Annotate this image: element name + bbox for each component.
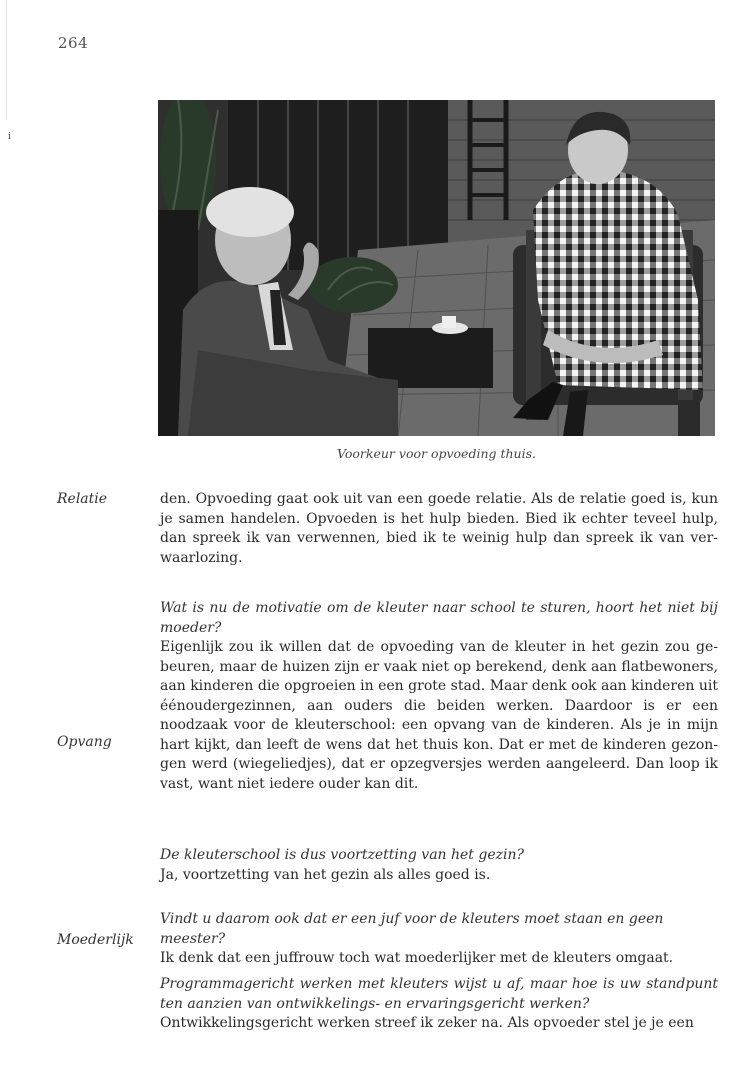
page-number: 264 xyxy=(58,34,89,52)
question-text: Wat is nu de motivatie om de kleuter naar school te sturen, hoort het niet bij moeder? xyxy=(160,600,718,636)
question-text: De kleuterschool is dus voortzetting van het gezin? xyxy=(160,847,525,863)
page-edge-rule xyxy=(6,0,7,120)
margin-note-opvang: Opvang xyxy=(57,734,112,750)
paragraph-relatie xyxy=(160,490,718,568)
photo-illustration xyxy=(158,100,715,436)
answer-text: Ik denk dat een juffrouw toch wat moederlijker met de kleuters omgaat. xyxy=(160,950,674,966)
qa-block-motivatie xyxy=(160,599,718,794)
question-text: Vindt u daarom ook dat er een juf voor de kleuters moet staan en geen meester? xyxy=(160,911,664,947)
answer-text: Ontwikkelingsgericht werken streef ik zeker na. Als opvoeder stel je je een xyxy=(160,1015,694,1031)
answer-text: Eigenlijk zou ik willen dat de opvoeding van de kleuter in het gezin zou ge-beuren, maar de huizen zijn er vaak niet op berekend, denk aan flatbewoners, aan kinderen die opgroeien in een grote stad. Maar denk ook aan kinderen uit éénoudergezinnen, aan ouders die beiden werken. Daardoor is er een noodzaak voor de kleuterschool: een opvang van de kinderen. Als je in mijn hart kijkt, dan leeft de wens dat het thuis kon. Dat er met de kinderen gezon-gen werd (wiegeliedjes), dat er opzegversjes werden aangeleerd. Dan loop ik vast, want niet iedere ouder kan dit. xyxy=(160,639,718,792)
qa-block-voortzetting xyxy=(160,846,718,885)
qa-block-juf xyxy=(160,910,718,969)
qa-block-werken xyxy=(160,975,718,1034)
margin-tick: i xyxy=(8,132,11,142)
margin-note-moederlijk: Moederlijk xyxy=(57,932,134,948)
body-text: den. Opvoeding gaat ook uit van een goede relatie. Als de relatie goed is, kun je samen handelen. Opvoeden is het hulp bieden. Bied ik echter teveel hulp, dan spreek ik van verwennen, bied ik te weinig hulp dan spreek ik van ver-waarlozing. xyxy=(160,491,718,566)
photo-caption: Voorkeur voor opvoeding thuis. xyxy=(337,446,536,461)
margin-note-relatie: Relatie xyxy=(57,491,108,507)
photo xyxy=(158,100,715,436)
answer-text: Ja, voortzetting van het gezin als alles goed is. xyxy=(160,866,491,883)
question-text: Programmagericht werken met kleuters wijst u af, maar hoe is uw standpunt ten aanzien van ontwikkelings- en ervaringsgericht werken? xyxy=(160,976,718,1012)
